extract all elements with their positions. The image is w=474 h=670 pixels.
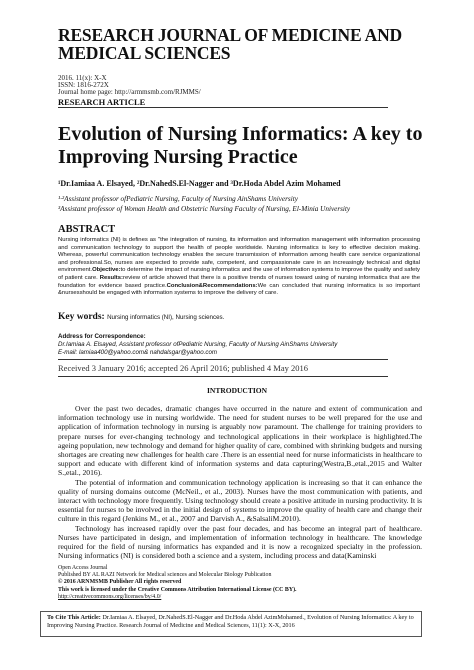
copyright-note: © 2016 ARNMSMB Publisher All rights reserved — [58, 579, 182, 586]
keywords-label: Key words: — [58, 312, 105, 322]
conclusion-text: We can concluded that nursing informatics is so important &nursesshould be engaged with information systems to improve the delivery of care. — [58, 282, 420, 297]
footer-notes — [58, 565, 438, 601]
introduction-heading: INTRODUCTION — [206, 386, 267, 395]
objective-text: to determine the impact of nursing informatics and the use of information systems to improve the quality and safety of patient care. — [58, 267, 420, 281]
journal-volume: 2016. 11(x): X-X — [58, 74, 107, 82]
introduction-paragraph-1: Over the past two decades, dramatic changes have occurred in the nature and extent of communication and information technology use in nursing worldwide. The need for student nurses to be well prepared for the use and application of information technology in nursing is arguably now paramount. The challenge for training providers to prepare nurses for ever-changing technology and technological applications in their workplace is highlighted.The ageing population, new technology and demand for higher quality of care, combined with shrinking budgets and nursing shortages are creating new challenges for health care .There is an essential need for nurse informaticists in healthcare to support and educate with different kind of information systems and data capturing(Westra,B.,etal.,2015 and Walter S.,etal., 2016). — [58, 404, 422, 478]
journal-title-line1: RESEARCH JOURNAL OF MEDICINE AND — [58, 25, 402, 45]
authors: ¹Dr.Iamiaa A. Elsayed, ²Dr.NahedS.El-Nagger and ³Dr.Hoda Abdel Azim Mohamed — [58, 179, 341, 188]
introduction-paragraph-3: Technology has increased rapidly over the past four decades, and has become an integral part of healthcare. Nurses have participated in design, and implementation of information technology in healthcare. The knowledge required for the field of nursing informatics has expanded and it is now a recognized specialty in the profession. Nursing informatics (NI) is considered both a science and a system, including process and data(Kaminski — [58, 523, 422, 561]
affiliation-1: ¹·²Assistant professor ofPediatric Nursing, Faculty of Nursing AinShams University — [58, 195, 298, 203]
dates-divider-bottom — [58, 376, 388, 377]
article-type: RESEARCH ARTICLE — [58, 97, 146, 107]
paper-title-line1: Evolution of Nursing Informatics: A key to — [58, 123, 423, 145]
correspondence-email[interactable]: E-mail: lamiaa400@yahoo.com& nahdalsgar@yahoo.com — [58, 349, 218, 356]
results-text: review of article showed that there is a positive trends of nurses toward using of nursing informatics that are the foundation for evidence based practice. — [58, 274, 420, 289]
introduction-body — [58, 404, 422, 560]
citation-label: To Cite This Article: — [47, 614, 101, 621]
journal-homepage[interactable]: Journal home page: http://armmsmb.com/RJMMS/ — [58, 88, 201, 96]
introduction-paragraph-2: The potential of information and communication technology application is increasing so that it can enhance the quality of nursing domains outcome (McNeil., et al., 2003). Nurses have the most communication with patients, and interact with technology more frequently. Using technology should create a positive attitude in nursing productivity. It is essential for nurses to be involved in the initial design of systems to improve the quality of health care and change their culture in this regard (Jenkins M., et al., 2007 and Darvish A., &SalsaliM.2010). — [58, 477, 422, 524]
results-label: Results: — [99, 274, 123, 281]
affiliation-2: ³Assistant professor of Woman Health and Obstetric Nursing Faculty of Nursing, El-Minia University — [58, 205, 351, 213]
abstract-text: Nursing informatics (NI) is defines as "the integration of nursing, its information and information management with information processing and communication technology to support the health of people worldwide. Nursing informatics is key to effective decision making. Whereas, powerful communication technology enables the secure transmission of information among health care service organizational and professional.So, nurses are expected to provide safe, competent, and compassionate care in an increasingly technical and digital environment. — [58, 237, 420, 274]
objective-label: Objective: — [92, 267, 121, 274]
keywords-value: Nursing informatics (NI), Nursing sciences. — [107, 314, 225, 321]
conclusion-label: Conclusion&Recommendations: — [166, 282, 258, 289]
publisher-note: Published BY AL RAZI Network for Medical sciences and Molecular Biology Publication — [58, 572, 272, 579]
dates-divider-top — [58, 359, 388, 360]
correspondence-heading: Address for Correspondence: — [58, 333, 146, 340]
citation-box — [40, 611, 422, 637]
paper-title-line2: Improving Nursing Practice — [58, 146, 298, 168]
license-link[interactable]: http://creativecommons.org/licenses/by/4.0/ — [58, 593, 162, 600]
keywords — [58, 312, 428, 322]
license-note: This work is licensed under the Creative Commons Attribution International License (CC BY). — [58, 586, 297, 593]
journal-title-line2: MEDICAL SCIENCES — [58, 43, 231, 63]
article-dates: Received 3 January 2016; accepted 26 April 2016; published 4 May 2016 — [58, 363, 308, 373]
correspondence-address: Dr.Iamiaa A. Elsayed, Assistant professor ofPediatric Nursing, Faculty of Nursing AinShams University — [58, 341, 338, 348]
journal-issn: ISSN: 1816-272X — [58, 81, 109, 89]
paper-title — [58, 123, 428, 169]
open-access-note: Open Access Journal — [58, 565, 108, 571]
abstract-body — [58, 237, 420, 298]
journal-title — [58, 26, 438, 62]
abstract-heading: ABSTRACT — [58, 224, 116, 235]
header-divider — [58, 107, 388, 108]
citation-text: Dr.Iamiaa A. Elsayed, Dr.NahedS.El-Nagger and Dr.Hoda Abdel AzimMohamed., Evolution of Nursing Informatics: A key to Improving Nursing Practice. Research Journal of Medicine and Medical Sciences, 11(1): X-X, 2016 — [47, 614, 414, 629]
